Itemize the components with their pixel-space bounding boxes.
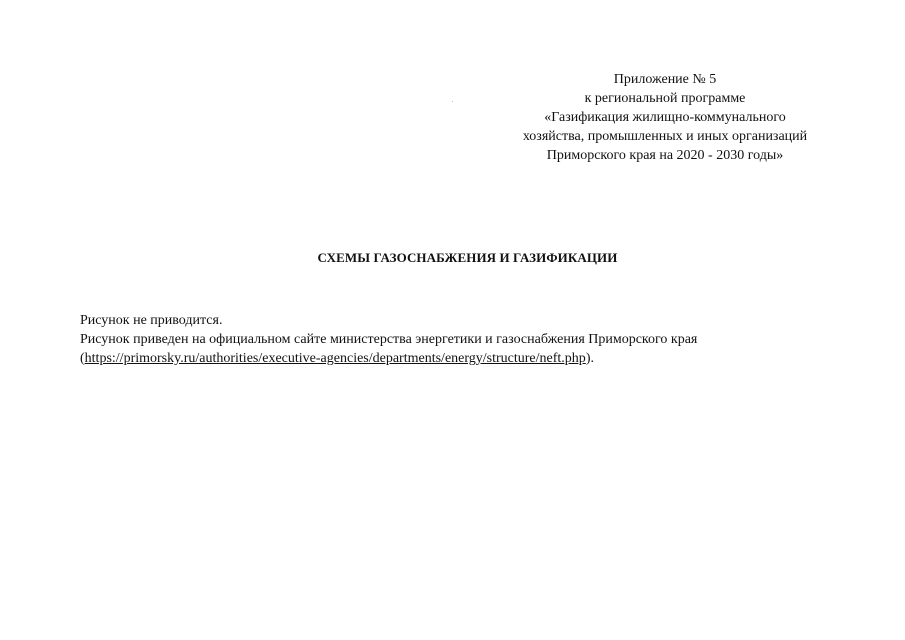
- link-open-paren: (: [80, 351, 85, 366]
- appendix-program-ref: к региональной программе: [584, 91, 746, 106]
- body-line-not-shown: Рисунок не приводится.: [80, 313, 223, 328]
- ministry-website-link[interactable]: https://primorsky.ru/authorities/executive-agencies/departments/energy/structure/neft.php: [84, 351, 586, 366]
- body-text: [80, 311, 880, 368]
- body-line-source: Рисунок приведен на официальном сайте министерства энергетики и газоснабжения Приморского края: [80, 332, 698, 347]
- document-title: СХЕМЫ ГАЗОСНАБЖЕНИЯ И ГАЗИФИКАЦИИ: [317, 250, 618, 265]
- appendix-header: [470, 70, 860, 165]
- appendix-program-name-2: хозяйства, промышленных и иных организаций: [522, 129, 808, 144]
- appendix-program-name-1: «Газификация жилищно-коммунального: [544, 110, 786, 125]
- appendix-program-name-3: Приморского края на 2020 - 2030 годы»: [546, 148, 784, 163]
- link-close-paren: ).: [585, 351, 594, 366]
- appendix-number: Приложение № 5: [613, 72, 717, 87]
- scan-speck: [452, 101, 453, 102]
- body-line-link: [80, 349, 880, 368]
